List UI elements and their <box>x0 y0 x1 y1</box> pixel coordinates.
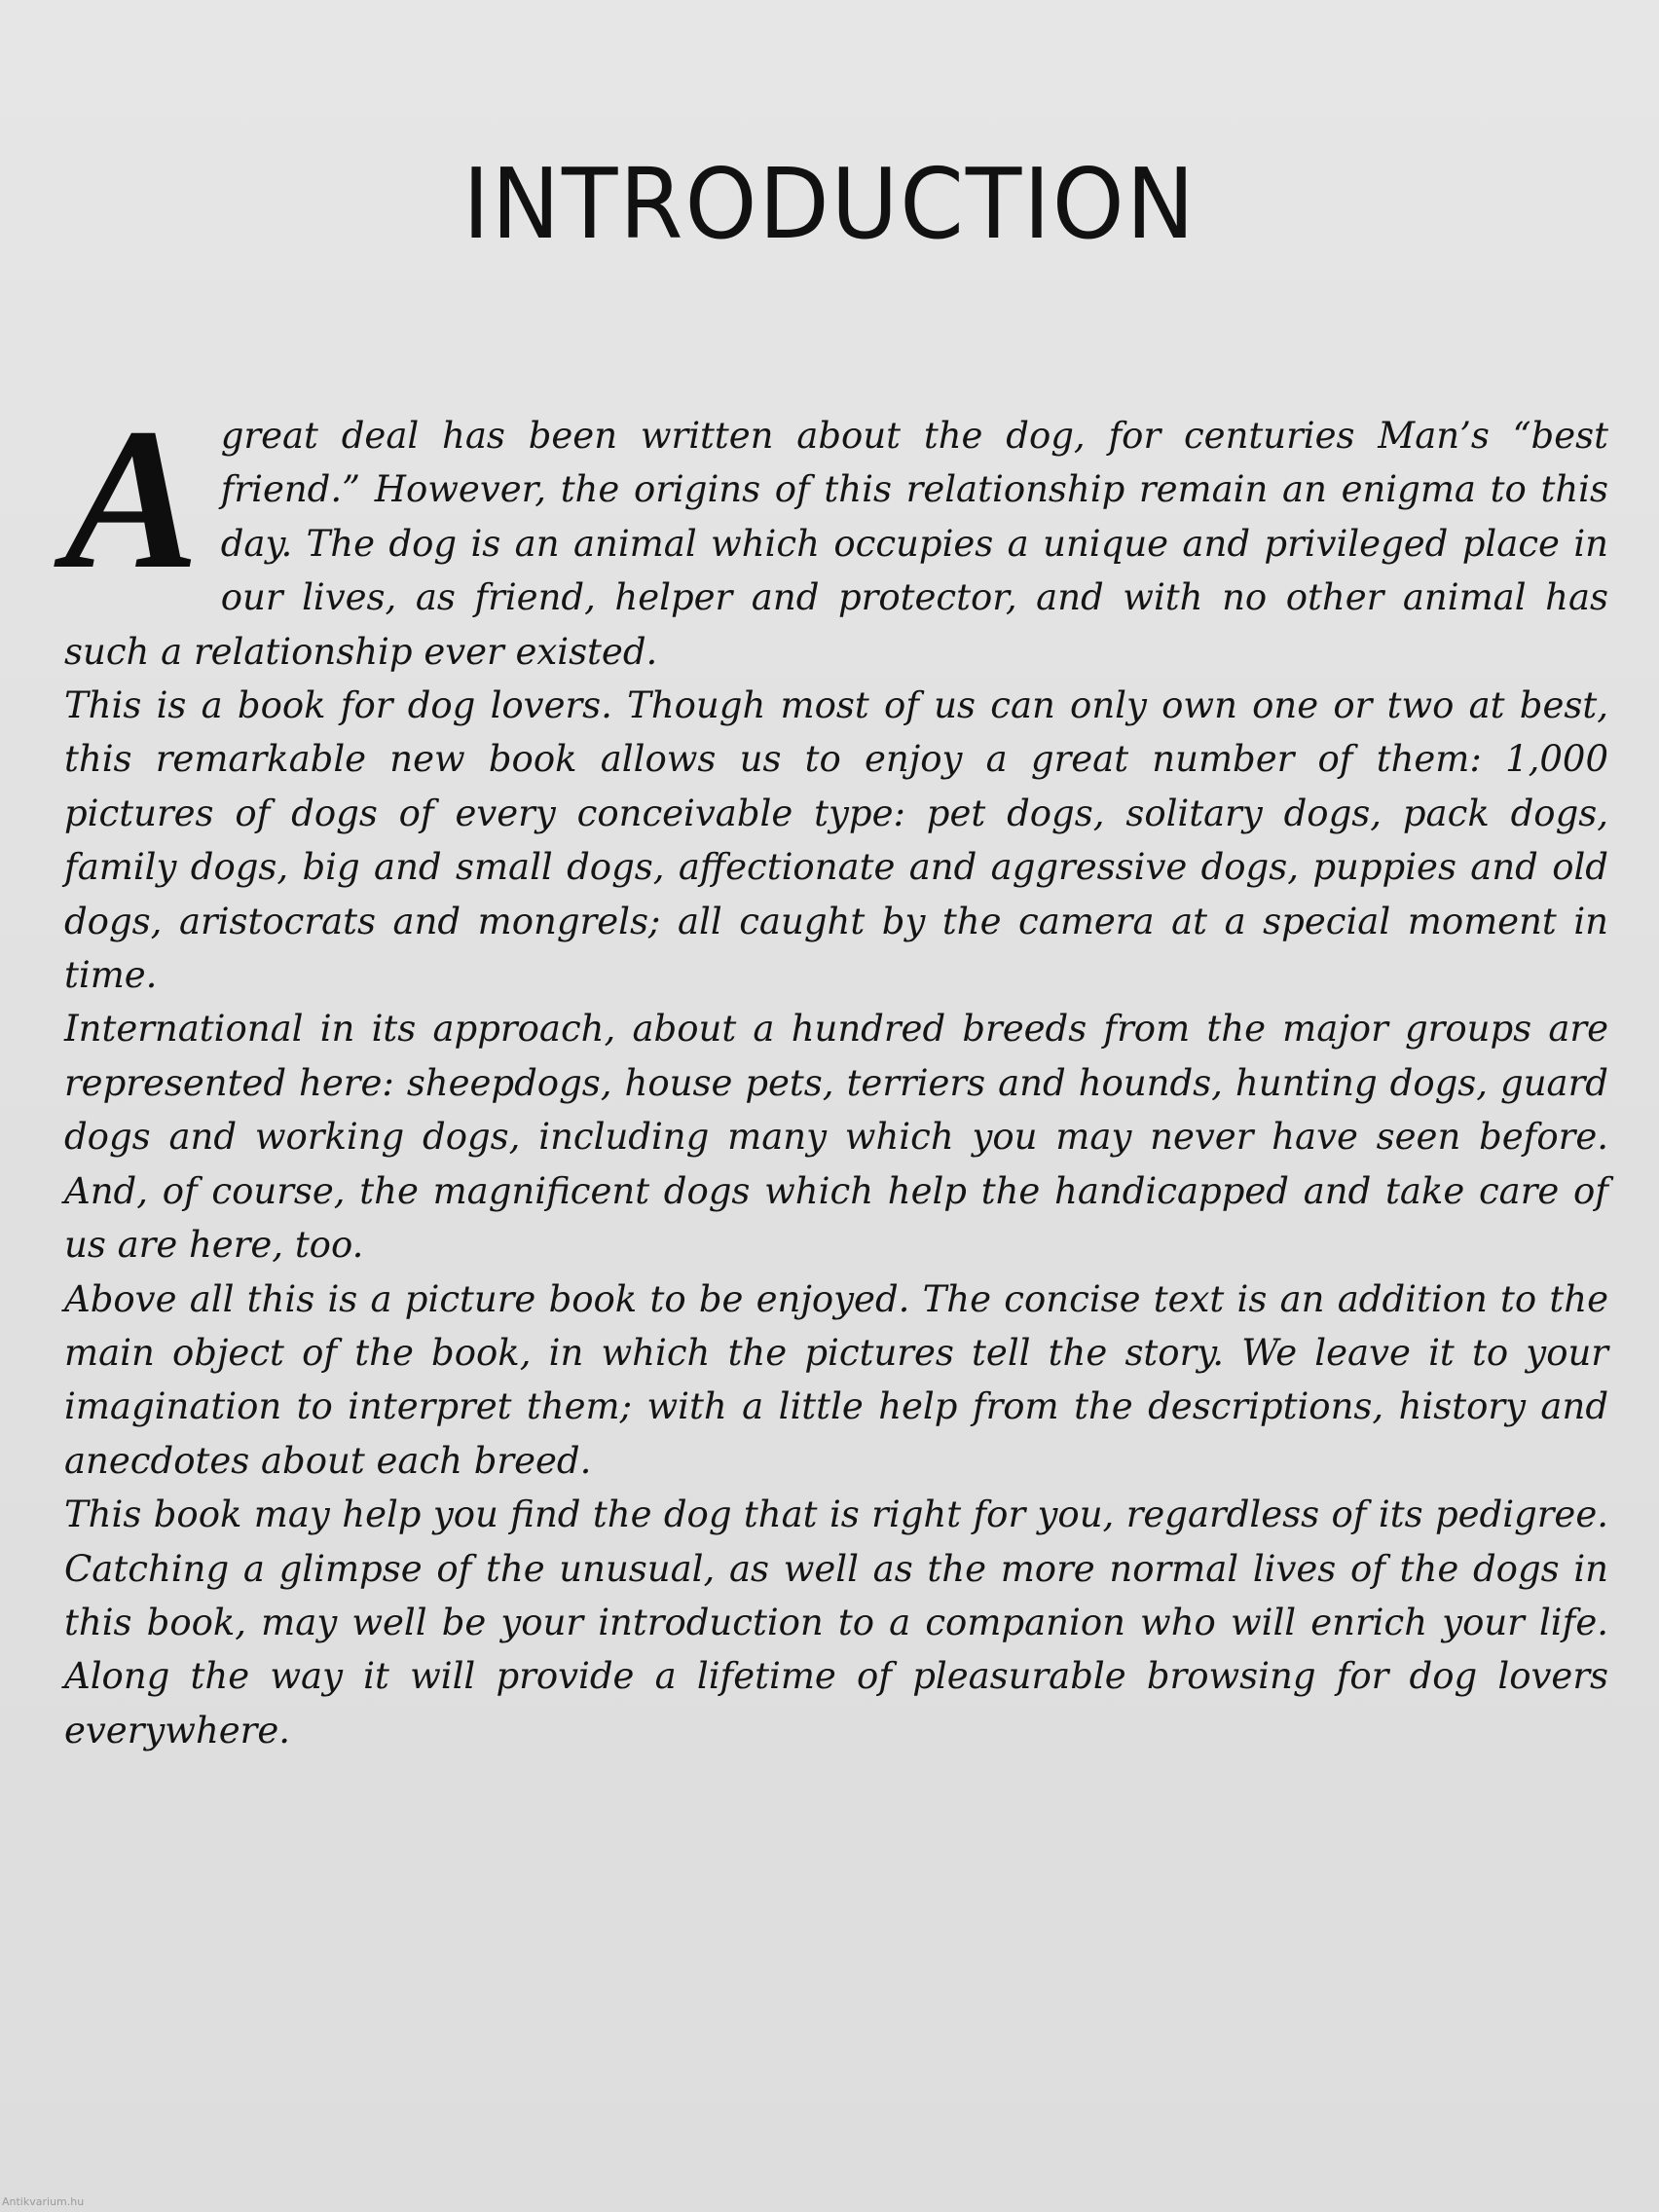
paragraph-4: Above all this is a picture book to be enjoyed. The concise text is an addition to the main object of the book, in which the pictures tell the story. We leave it to your imagination to interpret them; with a little help from the descriptions, history and anecdotes about each breed. <box>64 1277 1608 1482</box>
paragraph-5: This book may help you find the dog that is right for you, regardless of its pedigree. Catching a glimpse of the unusual, as well as the more normal lives of the dogs in this book, may well be your introduction to a companion who will enrich your life. Along the way it will provide a lifetime of pleasurable browsing for dog lovers everywhere. <box>64 1493 1608 1751</box>
drop-cap: A <box>64 387 200 610</box>
paragraph-2: This is a book for dog lovers. Though most of us can only own one or two at best, this remarkable new book allows us to enjoy a great number of them: 1,000 pictures of dogs of every conceivable type: pet dogs, solitary dogs, pack dogs, family dogs, big and small dogs, affectionate and aggressive dogs, puppies and old dogs, aristocrats and mongrels; all caught by the camera at a special moment in time. <box>64 684 1608 997</box>
watermark: Antikvarium.hu <box>2 2195 85 2208</box>
paragraph-1 <box>64 387 1608 679</box>
paragraph-3: International in its approach, about a hundred breeds from the major groups are represented here: sheepdogs, house pets, terriers and hounds, hunting dogs, guard dogs and working dogs, including many which you may never have seen before. And, of course, the magnificent dogs which help the handicapped and take care of us are here, too. <box>64 1008 1608 1267</box>
paragraph-1-text: great deal has been written about the dog, for centuries Man’s “best friend.” However, the origins of this relationship remain an enigma to this day. The dog is an animal which occupies a unique and privileged place in our lives, as friend, helper and protector, and with no other animal has such a relationship ever existed. <box>64 415 1608 673</box>
introduction-body <box>64 387 1608 1757</box>
page-title: INTRODUCTION <box>462 147 1197 261</box>
